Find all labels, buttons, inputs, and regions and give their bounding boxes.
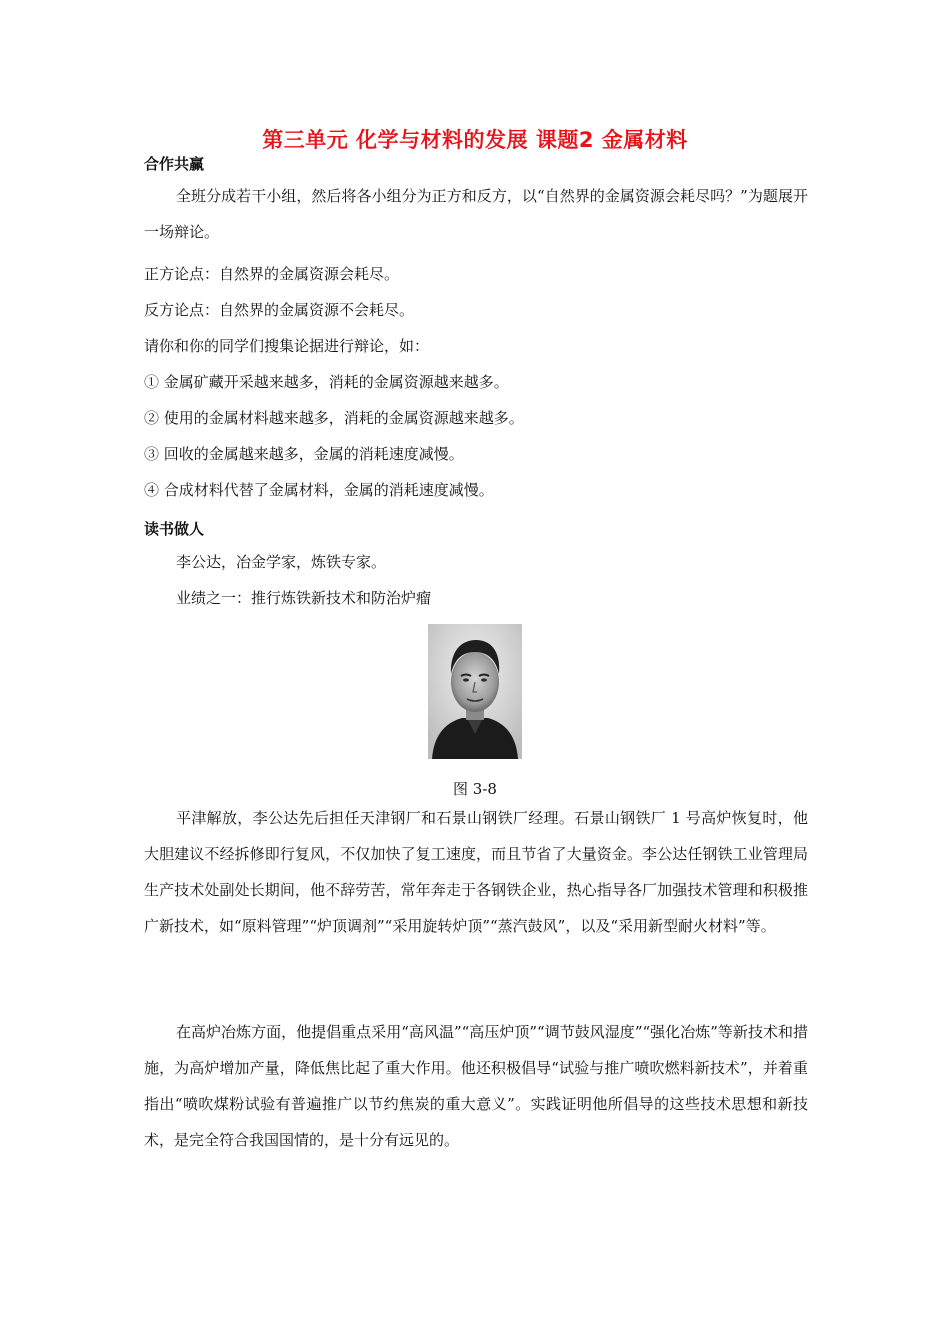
- achievement-line: 业绩之一：推行炼铁新技术和防治炉瘤: [176, 589, 432, 607]
- con-argument: 反方论点：自然界的金属资源不会耗尽。: [144, 301, 415, 319]
- list-item: ④ 合成材料代替了金属材料，金属的消耗速度减慢。: [144, 481, 494, 499]
- biography-paragraph-1: 平津解放，李公达先后担任天津钢厂和石景山钢铁厂经理。石景山钢铁厂 1 号高炉恢复时，他大胆建议不经拆修即行复风，不仅加快了复工速度，而且节省了大量资金。李公达任钢铁工业管理局生产技术处副处长期间，他不辞劳苦，常年奔走于各钢铁企业，热心指导各厂加强技术管理和积极推广新技术，如“原料管理”“炉顶调剂”“采用旋转炉顶”“蒸汽鼓风”，以及“采用新型耐火材料”等。: [144, 809, 808, 935]
- biography-intro: 李公达，冶金学家，炼铁专家。: [176, 553, 387, 571]
- debate-intro-paragraph: 全班分成若干小组，然后将各小组分为正方和反方，以“自然界的金属资源会耗尽吗？”为题展开一场辩论。: [144, 187, 808, 241]
- section-heading-cooperation: 合作共赢: [144, 155, 205, 173]
- figure-caption: 图 3-8: [453, 780, 497, 798]
- list-item: ① 金属矿藏开采越来越多，消耗的金属资源越来越多。: [144, 373, 509, 391]
- section-heading-reading: 读书做人: [144, 520, 205, 538]
- portrait-photo: [428, 624, 522, 759]
- list-item: ② 使用的金属材料越来越多，消耗的金属资源越来越多。: [144, 409, 524, 427]
- list-item: ③ 回收的金属越来越多，金属的消耗速度减慢。: [144, 445, 464, 463]
- biography-paragraph-2: 在高炉冶炼方面，他提倡重点采用“高风温”“高压炉顶”“调节鼓风湿度”“强化冶炼”等新技术和措施，为高炉增加产量，降低焦比起了重大作用。他还积极倡导“试验与推广喷吹燃料新技术”，并着重指出“喷吹煤粉试验有普遍推广以节约焦炭的重大意义”。实践证明他所倡导的这些技术思想和新技术，是完全符合我国国情的，是十分有远见的。: [144, 1023, 808, 1149]
- pro-argument: 正方论点：自然界的金属资源会耗尽。: [144, 265, 400, 283]
- document-title: 第三单元 化学与材料的发展 课题2 金属材料: [262, 128, 688, 152]
- debate-prompt: 请你和你的同学们搜集论据进行辩论，如：: [144, 337, 430, 355]
